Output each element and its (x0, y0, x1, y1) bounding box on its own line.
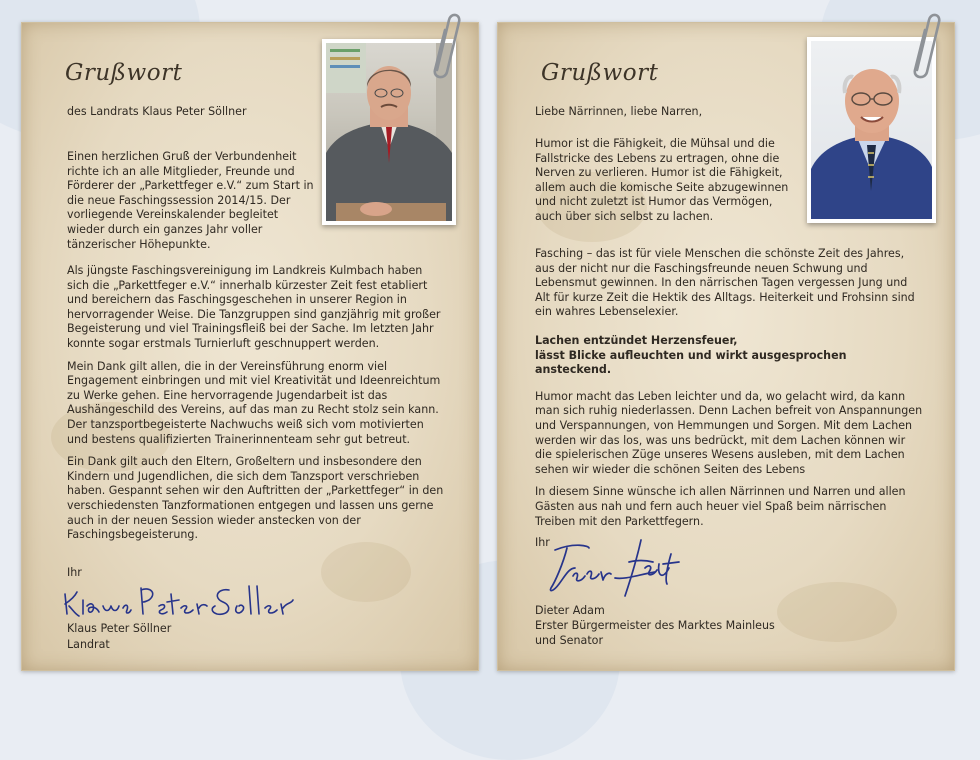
closing-text: Ihr (67, 566, 82, 579)
right-letter-page (497, 22, 955, 671)
page-heading: Grußwort (65, 60, 183, 86)
letter-subtitle: des Landrats Klaus Peter Söllner (67, 105, 247, 118)
quote-line: Lachen entzündet Herzensfeuer, (535, 333, 738, 347)
paragraph: Mein Dank gilt allen, die in der Vereinsführung enorm viel Engagement einbringen und mit viel Kreativität und Ideenreichtum zu Werke gehen. Eine hervorragende Jugendarbeit ist das Aushängeschild des Vereins, auf das man zu Recht stolz sein kann. Der tanzsportbegeisterte Nachwuchs weiß sich vom motivierten und bestens qualifizierten Trainerinnenteam sehr gut betreut. (67, 359, 441, 446)
signer-role: Landrat (67, 638, 110, 651)
handwritten-signature (545, 534, 695, 602)
left-letter-page (21, 22, 479, 671)
signer-role: Erster Bürgermeister des Marktes Mainleus (535, 619, 775, 632)
salutation: Liebe Närrinnen, liebe Narren, (535, 105, 703, 118)
paperclip-icon (907, 12, 941, 86)
paperclip-icon (427, 12, 461, 86)
highlight-quote (535, 334, 925, 378)
page-heading: Grußwort (541, 60, 659, 86)
paragraph: Humor macht das Leben leichter und da, wo gelacht wird, da kann man sich ruhig niederlassen. Denn Lachen befreit von Anspannungen und Verspannungen, von Hemmungen und Sorgen. Mit dem Lachen werden wir das los, was uns bedrückt, mit dem Lachen können wir die spielerischen Züge unseres Wesens ausleben, mit dem Lachen sehen wir wieder die schönen Seiten des Lebens (535, 389, 923, 476)
letter-body-continued (67, 264, 445, 551)
paragraph: Einen herzlichen Gruß der Verbundenheit richte ich an alle Mitglieder, Freunde und Förderer der „Parkettfeger e.V.“ zum Start in die neue Faschingssession 2014/15. Der vorliegende Vereinskalender begleitet wieder durch ein ganzes Jahr voller tänzerischer Höhepunkte. (67, 150, 314, 251)
paper-stain (777, 582, 897, 642)
handwritten-signature (61, 578, 301, 624)
closing-text: Ihr (535, 536, 550, 549)
signer-name: Dieter Adam (535, 604, 605, 617)
letter-body-continued (535, 247, 925, 537)
paragraph: Ein Dank gilt auch den Eltern, Großeltern und insbesondere den Kindern und Jugendlichen, die sich dem Tanzsport verschrieben haben. Gespannt sehen wir den Auftritten der „Parkettfeger“ in den verschiedensten Tanzformationen entgegen und lassen uns gerne auch in der neuen Session wieder anstecken von der Faschingsbegeisterung. (67, 455, 444, 542)
paragraph: In diesem Sinne wünsche ich allen Närrinnen und Narren und allen Gästen aus nah und fern auch heuer viel Spaß beim närrischen Treiben mit den Parkettfegern. (535, 485, 906, 528)
paragraph: Fasching – das ist für viele Menschen die schönste Zeit des Jahres, aus der nicht nur die Faschingsfreunde neuen Schwung und Lebensmut gewinnen. In den närrischen Tagen vergessen Jung und Alt für kurze Zeit die Hektik des Alltags. Heiterkeit und Frohsinn sind ein wahres Lebenselexier. (535, 247, 915, 319)
paper-stain (321, 542, 411, 602)
letter-body (535, 137, 791, 233)
paragraph: Humor ist die Fähigkeit, die Mühsal und die Fallstricke des Lebens zu ertragen, ohne die Nerven zu verlieren. Humor ist die Fähigkeit, allem auch die komische Seite abzugewinnen und nicht zuletzt ist Humor das Vermögen, auch über sich selbst zu lachen. (535, 137, 789, 223)
quote-line: lässt Blicke aufleuchten und wirkt ausgesprochen ansteckend. (535, 348, 847, 377)
letter-body (67, 150, 319, 260)
paragraph: Als jüngste Faschingsvereinigung im Landkreis Kulmbach haben sich die „Parkettfeger e.V.“ innerhalb kürzester Zeit fest etabliert und bereichern das Faschingsgeschehen in unserer Region in hervorragender Weise. Die Tanzgruppen sind ganzjährig mit großer Begeisterung und viel Trainingsfleiß bei der Sache. Im letzten Jahr konnte sogar erstmals Turnierluft geschnuppert werden. (67, 264, 441, 350)
signer-role-continued: und Senator (535, 634, 604, 647)
signer-name: Klaus Peter Söllner (67, 622, 172, 635)
